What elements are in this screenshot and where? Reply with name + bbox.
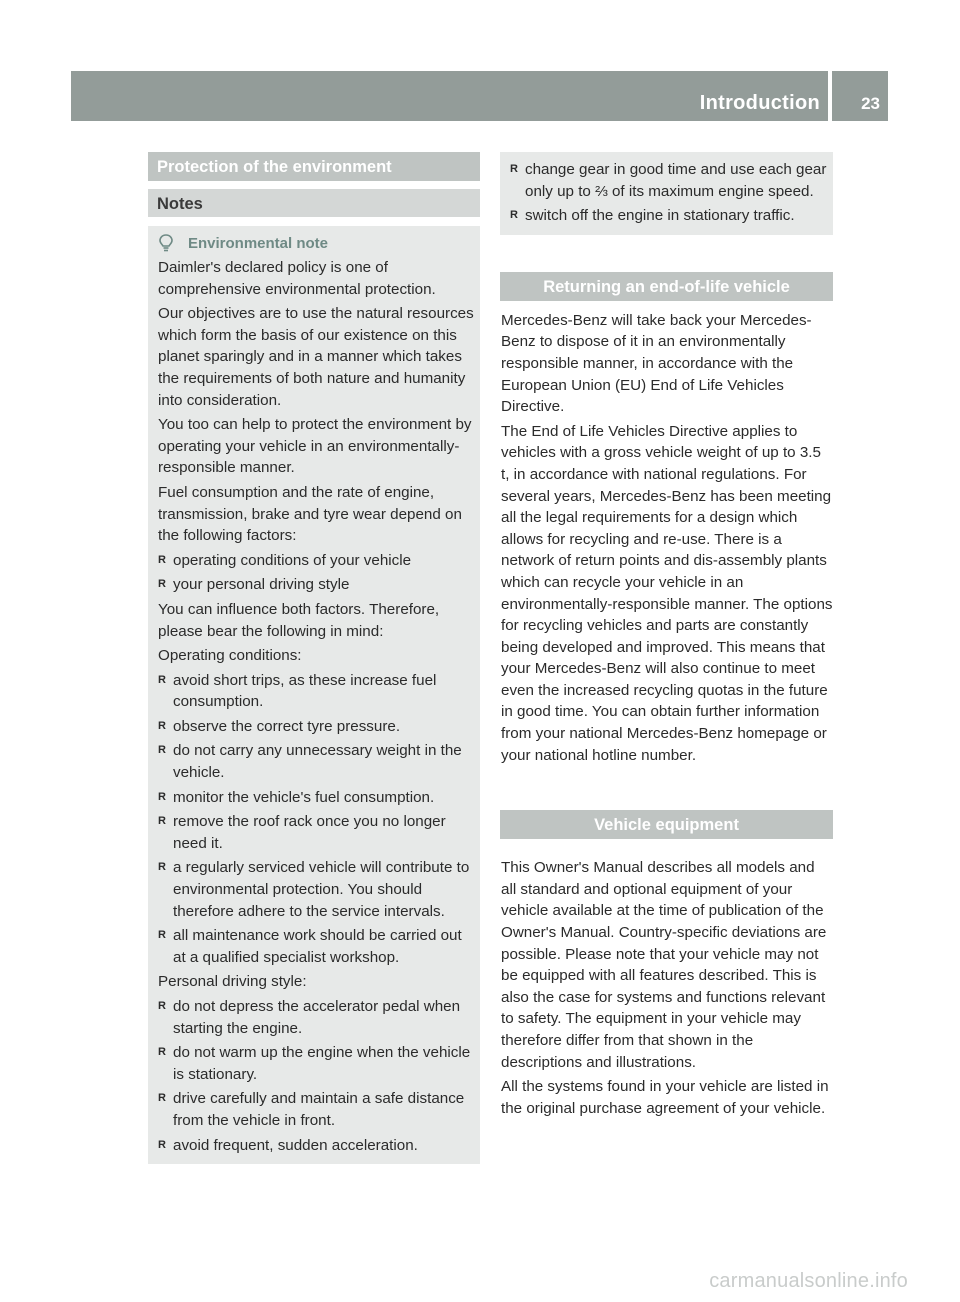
list-item: R all maintenance work should be carried out at a qualified specialist workshop. bbox=[158, 925, 474, 968]
body-paragraph: All the systems found in your vehicle are listed in the original purchase agreement of your vehicle. bbox=[501, 1078, 829, 1117]
page-number: 23 bbox=[861, 94, 880, 113]
note-paragraph: Fuel consumption and the rate of engine, transmission, brake and tyre wear depend on the following factors: bbox=[158, 483, 462, 545]
equipment-section bbox=[500, 810, 833, 1119]
list-item: R observe the correct tyre pressure. bbox=[158, 716, 474, 738]
driving-style-label: Personal driving style: bbox=[158, 973, 307, 991]
lightbulb-icon bbox=[158, 234, 174, 252]
list-item: R remove the roof rack once you no longer need it. bbox=[158, 811, 474, 854]
list-item: R your personal driving style bbox=[158, 574, 474, 596]
operating-conditions-list bbox=[158, 670, 474, 969]
continued-list bbox=[510, 159, 827, 227]
left-column bbox=[148, 152, 480, 1164]
list-item: R avoid frequent, sudden acceleration. bbox=[158, 1135, 474, 1157]
section-title-environment: Protection of the environment bbox=[148, 152, 480, 181]
factors-list bbox=[158, 550, 474, 596]
note-title: Environmental note bbox=[188, 234, 329, 252]
driving-style-list bbox=[158, 996, 474, 1156]
note-heading bbox=[158, 232, 474, 254]
list-item: R switch off the engine in stationary traffic. bbox=[510, 205, 827, 227]
subsection-title-notes: Notes bbox=[148, 189, 480, 217]
returning-section bbox=[500, 272, 833, 766]
header-divider bbox=[828, 71, 832, 121]
note-paragraph: Daimler's declared policy is one of comprehensive environmental protection. bbox=[158, 259, 436, 298]
returning-body bbox=[500, 310, 833, 766]
equipment-body bbox=[500, 857, 833, 1119]
chapter-title: Introduction bbox=[699, 92, 820, 114]
body-paragraph: Mercedes-Benz will take back your Mercedes-Benz to dispose of it in an environmentally responsible manner, in accordance with the European Union (EU) End of Life Vehicles Directive. bbox=[501, 311, 812, 416]
section-title-returning: Returning an end-of-life vehicle bbox=[500, 272, 833, 301]
section-title-equipment: Vehicle equipment bbox=[500, 810, 833, 839]
list-item: R operating conditions of your vehicle bbox=[158, 550, 474, 572]
page-header bbox=[71, 71, 888, 121]
list-item: R drive carefully and maintain a safe distance from the vehicle in front. bbox=[158, 1088, 474, 1131]
note-continuation-box bbox=[500, 152, 833, 235]
list-item: R change gear in good time and use each gear only up to ⅔ of its maximum engine speed. bbox=[510, 159, 827, 202]
note-paragraph: You too can help to protect the environment by operating your vehicle in an environmentally-responsible manner. bbox=[158, 416, 472, 477]
list-item: R do not depress the accelerator pedal when starting the engine. bbox=[158, 996, 474, 1039]
body-paragraph: The End of Life Vehicles Directive applies to vehicles with a gross vehicle weight of up to 3.5 t, in accordance with national regulations. For several years, Mercedes-Benz has been meeting all the legal requirements for a design which allows for recycling and re-use. There is a network of return points and dis-assembly plants which can recycle your vehicle in an environmentally-responsible manner. The options for recycling vehicles and parts are constantly being developed and improved. This means that your Mercedes-Benz will also continue to meet even the increased recycling quotas in the future in good time. You can obtain further information from your national Mercedes-Benz homepage or your national hotline number. bbox=[501, 422, 833, 764]
note-paragraph: You can influence both factors. Therefore, please bear the following in mind: bbox=[158, 600, 440, 640]
watermark: carmanualsonline.info bbox=[709, 1270, 908, 1292]
list-item: R monitor the vehicle's fuel consumption. bbox=[158, 787, 474, 809]
environmental-note-box bbox=[148, 226, 480, 1164]
operating-conditions-label: Operating conditions: bbox=[158, 647, 302, 665]
list-item: R do not warm up the engine when the vehicle is stationary. bbox=[158, 1042, 474, 1085]
list-item: R a regularly serviced vehicle will contribute to environmental protection. You should therefore adhere to the service intervals. bbox=[158, 857, 474, 922]
list-item: R avoid short trips, as these increase fuel consumption. bbox=[158, 670, 474, 713]
note-paragraph: Our objectives are to use the natural resources which form the basis of our existence on this planet sparingly and in a manner which takes the requirements of both nature and humanity into consideration. bbox=[158, 305, 474, 409]
body-paragraph: This Owner's Manual describes all models and all standard and optional equipment of your vehicle available at the time of publication of the Owner's Manual. Country-specific deviations are possible. Please note that your vehicle may not be equipped with all features described. This is also the case for systems and functions relevant to safety. The equipment in your vehicle may therefore differ from that shown in the descriptions and illustrations. bbox=[501, 859, 827, 1071]
right-column bbox=[500, 152, 833, 1119]
list-item: R do not carry any unnecessary weight in the vehicle. bbox=[158, 740, 474, 783]
